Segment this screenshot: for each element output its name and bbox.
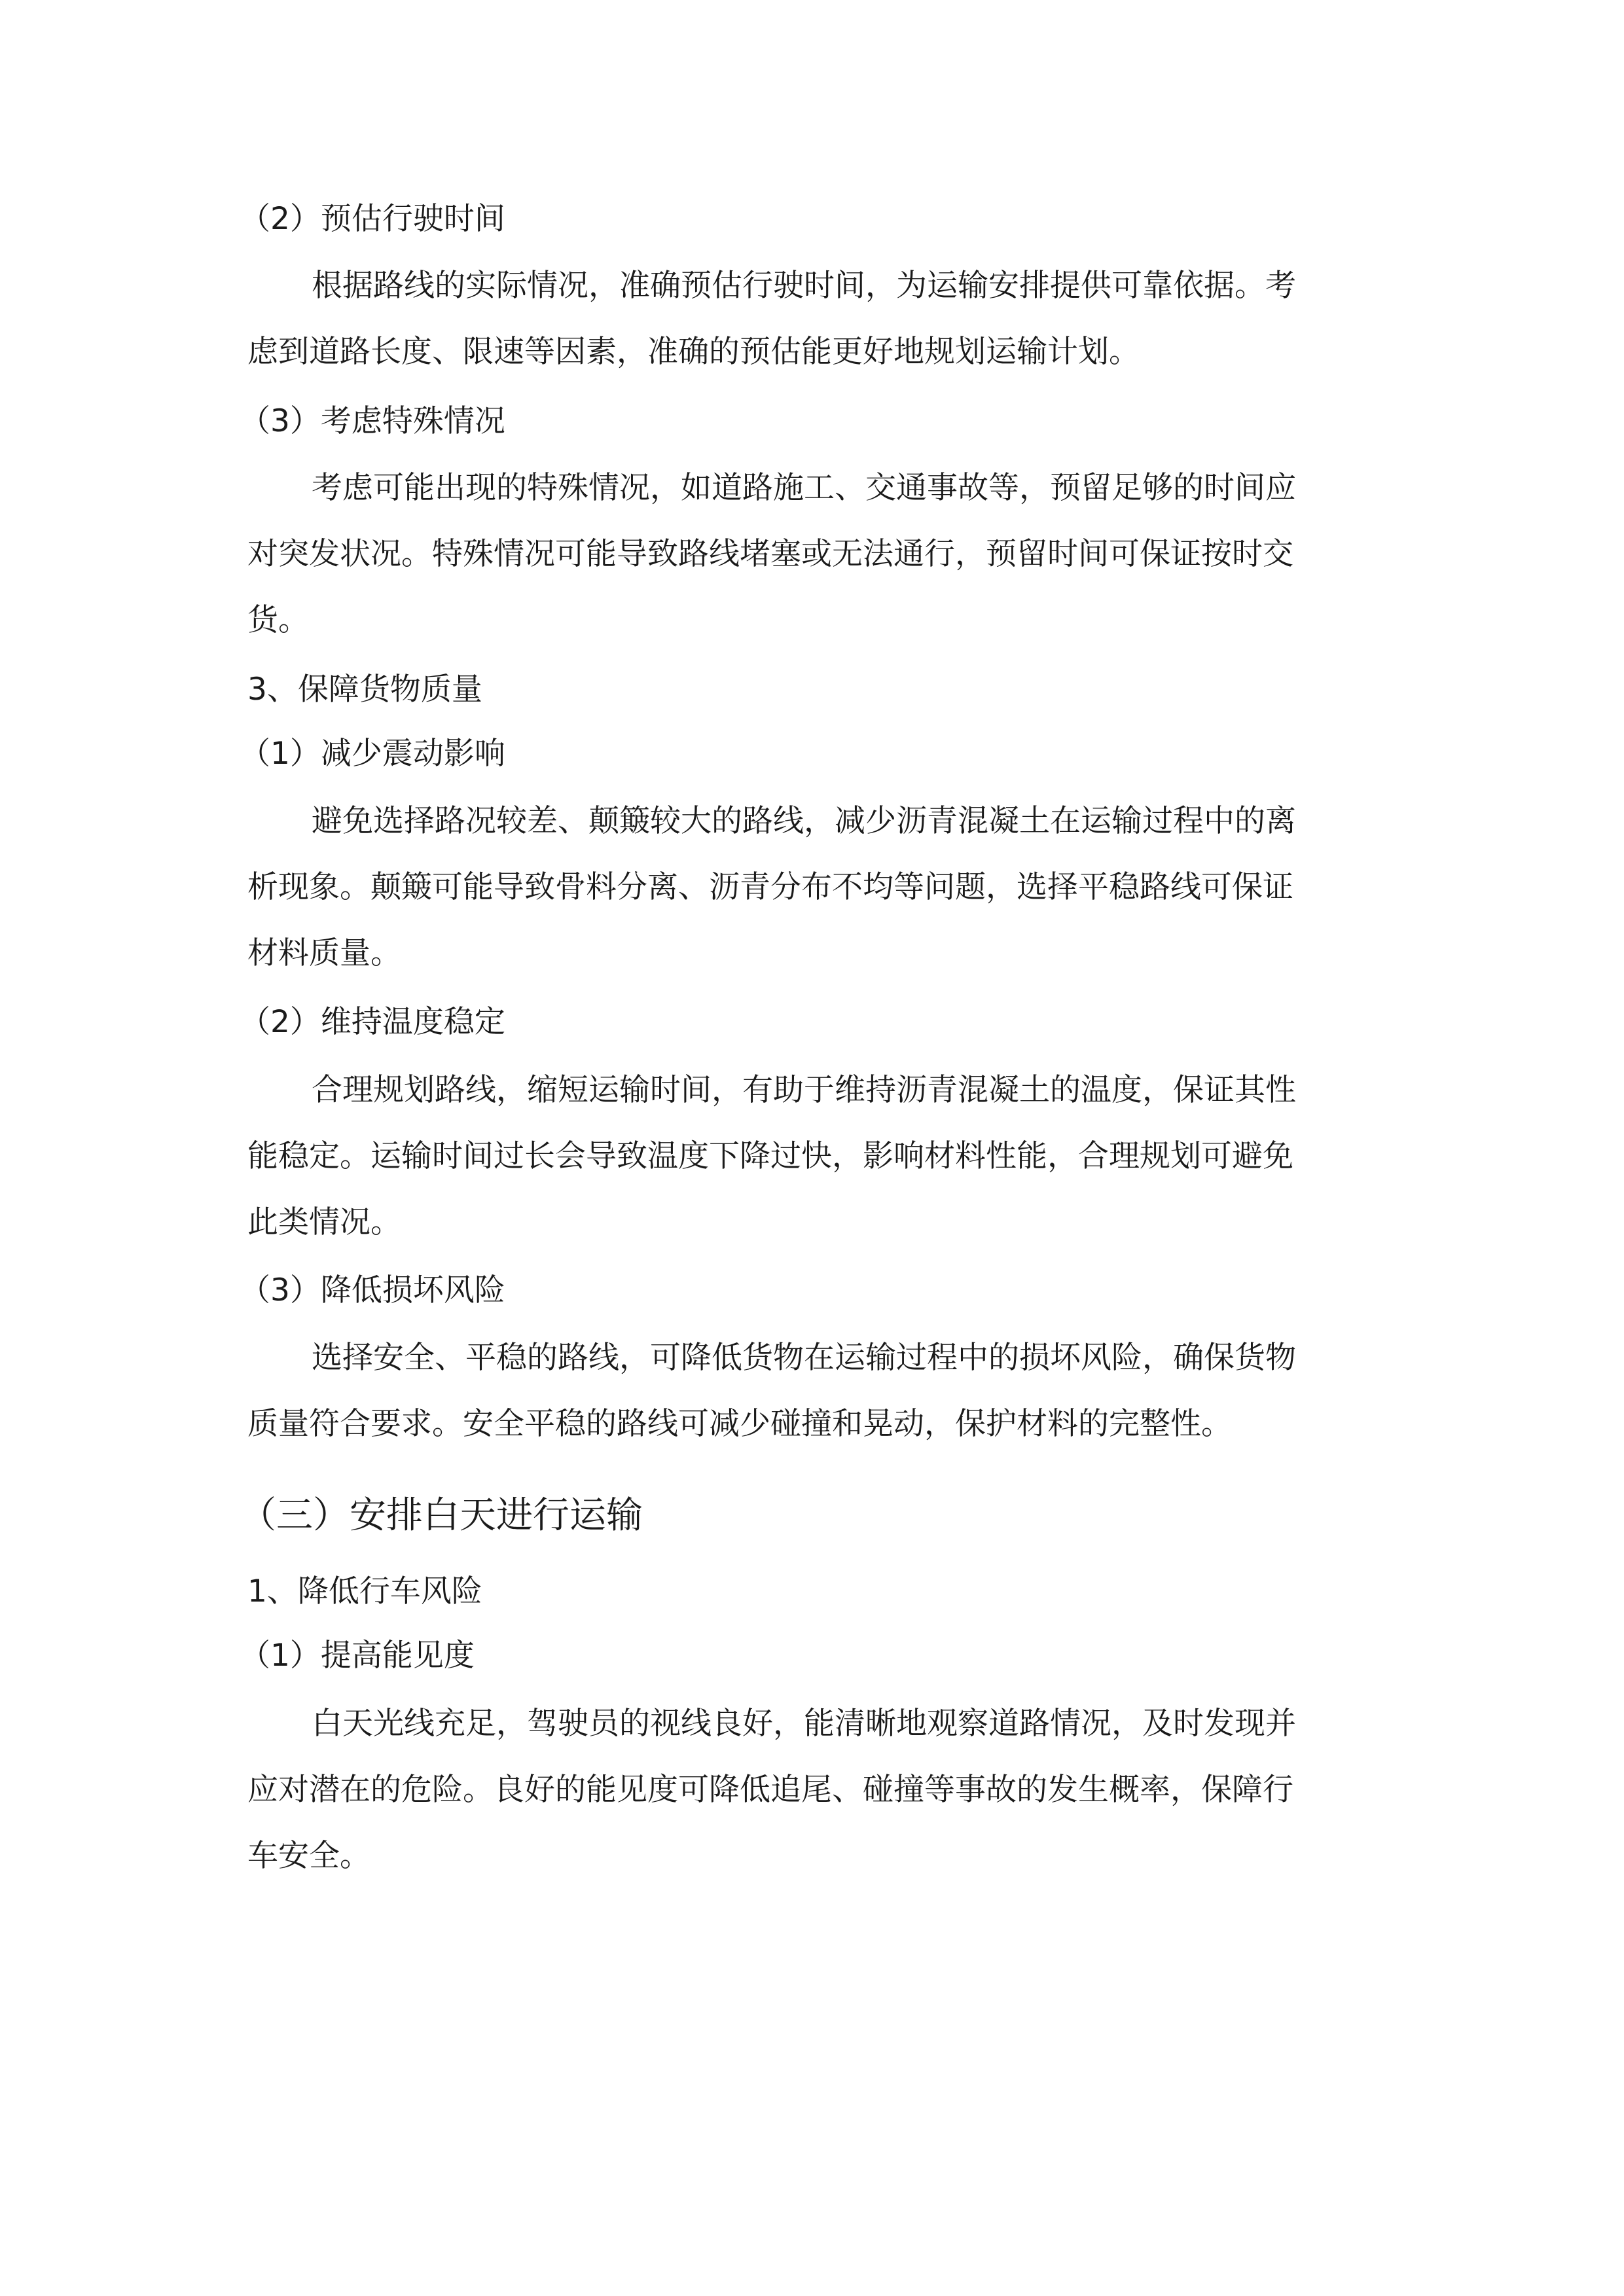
paragraph-line: 虑到道路长度、限速等因素，准确的预估能更好地规划运输计划。 xyxy=(247,334,1140,370)
paragraph-line: 选择安全、平稳的路线，可降低货物在运输过程中的损坏风险，确保货物 xyxy=(312,1340,1296,1376)
paragraph-line: 应对潜在的危险。良好的能见度可降低追尾、碰撞等事故的发生概率，保障行 xyxy=(247,1772,1293,1808)
paragraph-line: 货。 xyxy=(247,602,309,638)
subsection-title: （2）维持温度稳定 xyxy=(240,1004,505,1040)
paragraph-line: 能稳定。运输时间过长会导致温度下降过快，影响材料性能，合理规划可避免 xyxy=(247,1138,1293,1174)
paragraph-line: 避免选择路况较差、颠簸较大的路线，减少沥青混凝土在运输过程中的离 xyxy=(312,803,1296,839)
paragraph-line: 考虑可能出现的特殊情况，如道路施工、交通事故等，预留足够的时间应 xyxy=(312,470,1296,506)
section-title: 3、保障货物质量 xyxy=(247,672,482,708)
paragraph-line: 合理规划路线，缩短运输时间，有助于维持沥青混凝土的温度，保证其性 xyxy=(312,1072,1296,1108)
paragraph-line: 对突发状况。特殊情况可能导致路线堵塞或无法通行，预留时间可保证按时交 xyxy=(247,536,1293,572)
subsection-title: （3）考虑特殊情况 xyxy=(240,403,505,439)
paragraph-line: 车安全。 xyxy=(247,1838,370,1874)
paragraph-line: 析现象。颠簸可能导致骨料分离、沥青分布不均等问题，选择平稳路线可保证 xyxy=(247,869,1293,905)
section-title: 1、降低行车风险 xyxy=(247,1573,482,1609)
subsection-title: （1）减少震动影响 xyxy=(240,736,505,772)
paragraph-line: 白天光线充足，驾驶员的视线良好，能清晰地观察道路情况，及时发现并 xyxy=(312,1706,1296,1742)
paragraph-line: 质量符合要求。安全平稳的路线可减少碰撞和晃动，保护材料的完整性。 xyxy=(247,1406,1232,1442)
part-heading: （三）安排白天进行运输 xyxy=(240,1494,643,1537)
subsection-title: （1）提高能见度 xyxy=(240,1638,475,1674)
subsection-title: （3）降低损坏风险 xyxy=(240,1272,505,1308)
subsection-title: （2）预估行驶时间 xyxy=(240,201,505,237)
paragraph-line: 根据路线的实际情况，准确预估行驶时间，为运输安排提供可靠依据。考 xyxy=(312,268,1296,304)
paragraph-line: 材料质量。 xyxy=(247,935,401,971)
paragraph-line: 此类情况。 xyxy=(247,1204,401,1240)
